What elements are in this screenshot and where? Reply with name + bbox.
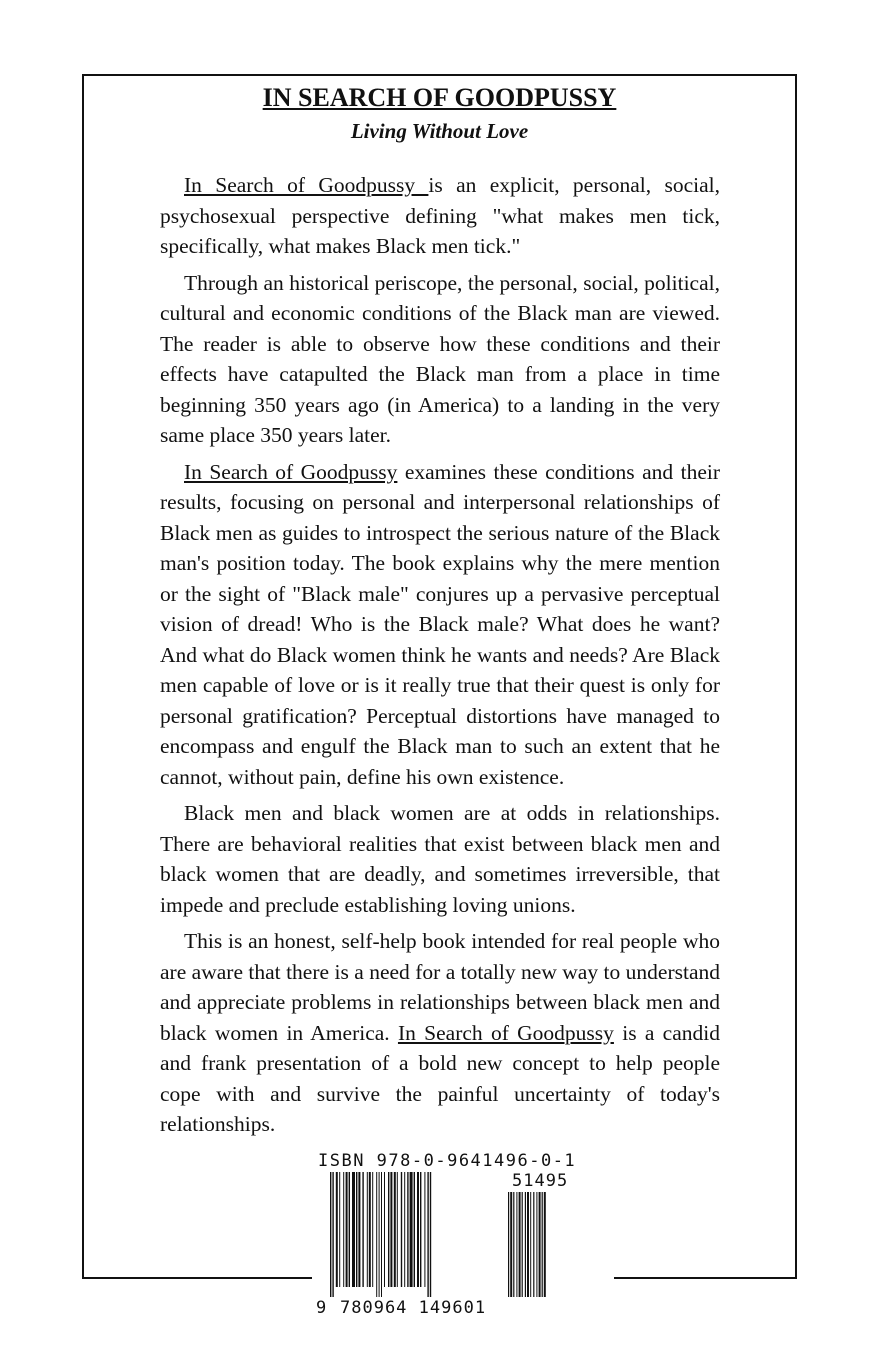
blurb-paragraph-5 — [160, 926, 720, 1140]
barcode-bar — [397, 1172, 398, 1287]
title-reference: In Search of Goodpussy — [397, 1020, 614, 1045]
barcode-bar — [376, 1172, 377, 1297]
barcode-bar — [544, 1192, 546, 1297]
barcode-bar — [519, 1192, 521, 1297]
barcode-bar — [349, 1172, 350, 1287]
paragraph-text: is a candid and frank presentation of a bold new concept to help people cope with and survive the painful uncertainty of today's relationships. — [160, 1020, 720, 1136]
barcode-addon-digits: 51495 — [512, 1171, 569, 1191]
paragraph-text: This is an honest, self-help book intended for real people who are aware that there is a need for a totally new way to understand and appreciate problems in relationships between black men and black women in America. — [160, 929, 720, 1045]
barcode-bar — [414, 1172, 415, 1287]
barcode-bar — [508, 1192, 509, 1297]
barcode-bar — [417, 1172, 419, 1287]
barcode-bar — [401, 1172, 402, 1287]
book-title: IN SEARCH OF GOODPUSSY — [262, 83, 617, 112]
barcode-bar — [430, 1172, 431, 1297]
barcode-bar — [394, 1172, 396, 1287]
barcode-bar — [381, 1172, 382, 1297]
paragraph-text: is an explicit, personal, social, psychosexual perspective defining "what makes men tick, specifically, what makes Black men tick." — [160, 173, 720, 258]
barcode-bar — [390, 1172, 392, 1287]
paragraph-text: Through an historical periscope, the personal, social, political, cultural and economic conditions of the Black man are viewed. The reader is able to observe how these conditions and their effects have catapulted the Black man from a place in time beginning 350 years ago (in America) to a landing in the very same place 350 years later. — [160, 270, 720, 447]
barcode-bar — [533, 1192, 534, 1297]
barcode-bar — [525, 1192, 526, 1297]
barcode-bar — [510, 1192, 512, 1297]
barcode-bar — [427, 1172, 428, 1297]
barcode-bar — [367, 1172, 368, 1287]
title-reference: In Search of Goodpussy — [184, 173, 429, 197]
isbn-label: ISBN 978-0-9641496-0-1 — [318, 1151, 577, 1171]
barcode-bar — [372, 1172, 373, 1287]
barcode-bar — [522, 1192, 523, 1297]
blurb-paragraph-1 — [160, 170, 720, 262]
barcode-bar — [339, 1172, 340, 1287]
cover-border-bottom-right — [614, 1277, 797, 1279]
ean13-barcode — [330, 1172, 500, 1297]
barcode-bar — [336, 1172, 338, 1287]
barcode-bar — [352, 1172, 355, 1287]
barcode-bar — [420, 1172, 421, 1287]
barcode-bar — [369, 1172, 371, 1287]
barcode-bar — [330, 1172, 331, 1297]
paragraph-text: examines these conditions and their results, focusing on personal and interpersonal relationships of Black men as guides to introspect the serious nature of the Black man's position today. The book explains why the mere mention or the sight of "Black male" conjures up a pervasive perceptual vision of dread! Who is the Black male? What does he want? And what do Black women think he wants and needs? Are Black men capable of love or is it really true that their quest is only for personal gratification? Perceptual distortions have managed to encompass and engulf the Black man to such an extent that he cannot, without pain, define his own existence. — [160, 459, 721, 789]
barcode-bar — [346, 1172, 348, 1287]
barcode-bar — [410, 1172, 413, 1287]
blurb — [160, 170, 720, 1146]
barcode-bar — [384, 1172, 385, 1287]
barcode-bar — [343, 1172, 344, 1287]
addon-barcode — [508, 1192, 578, 1297]
ean-digits: 780964 149601 — [340, 1298, 487, 1318]
book-subtitle: Living Without Love — [350, 119, 529, 143]
barcode-bar — [424, 1172, 425, 1287]
barcode-bar — [404, 1172, 405, 1287]
barcode-bar — [527, 1192, 529, 1297]
barcode-bar — [362, 1172, 363, 1287]
blurb-paragraph-2 — [160, 268, 720, 451]
ean-first-digit: 9 — [316, 1298, 327, 1318]
paragraph-text: Black men and black women are at odds in relationships. There are behavioral realities that exist between black men and black women that are deadly, and sometimes irreversible, that impede and preclude establishing loving unions. — [160, 801, 720, 917]
cover-border-bottom-left — [82, 1277, 312, 1279]
barcode-bar — [379, 1172, 380, 1297]
barcode-bar — [407, 1172, 408, 1287]
barcode-bar — [356, 1172, 357, 1287]
barcode-bar — [542, 1192, 543, 1297]
barcode-bar — [539, 1192, 541, 1297]
blurb-paragraph-3 — [160, 457, 720, 793]
barcode-bar — [513, 1192, 514, 1297]
blurb-paragraph-4 — [160, 798, 720, 920]
barcode-bar — [388, 1172, 389, 1287]
barcode-bar — [516, 1192, 517, 1297]
barcode-bar — [536, 1192, 537, 1297]
barcode-bar — [530, 1192, 531, 1297]
barcode-bar — [332, 1172, 333, 1297]
title-reference: In Search of Goodpussy — [184, 459, 398, 484]
barcode-bar — [358, 1172, 360, 1287]
